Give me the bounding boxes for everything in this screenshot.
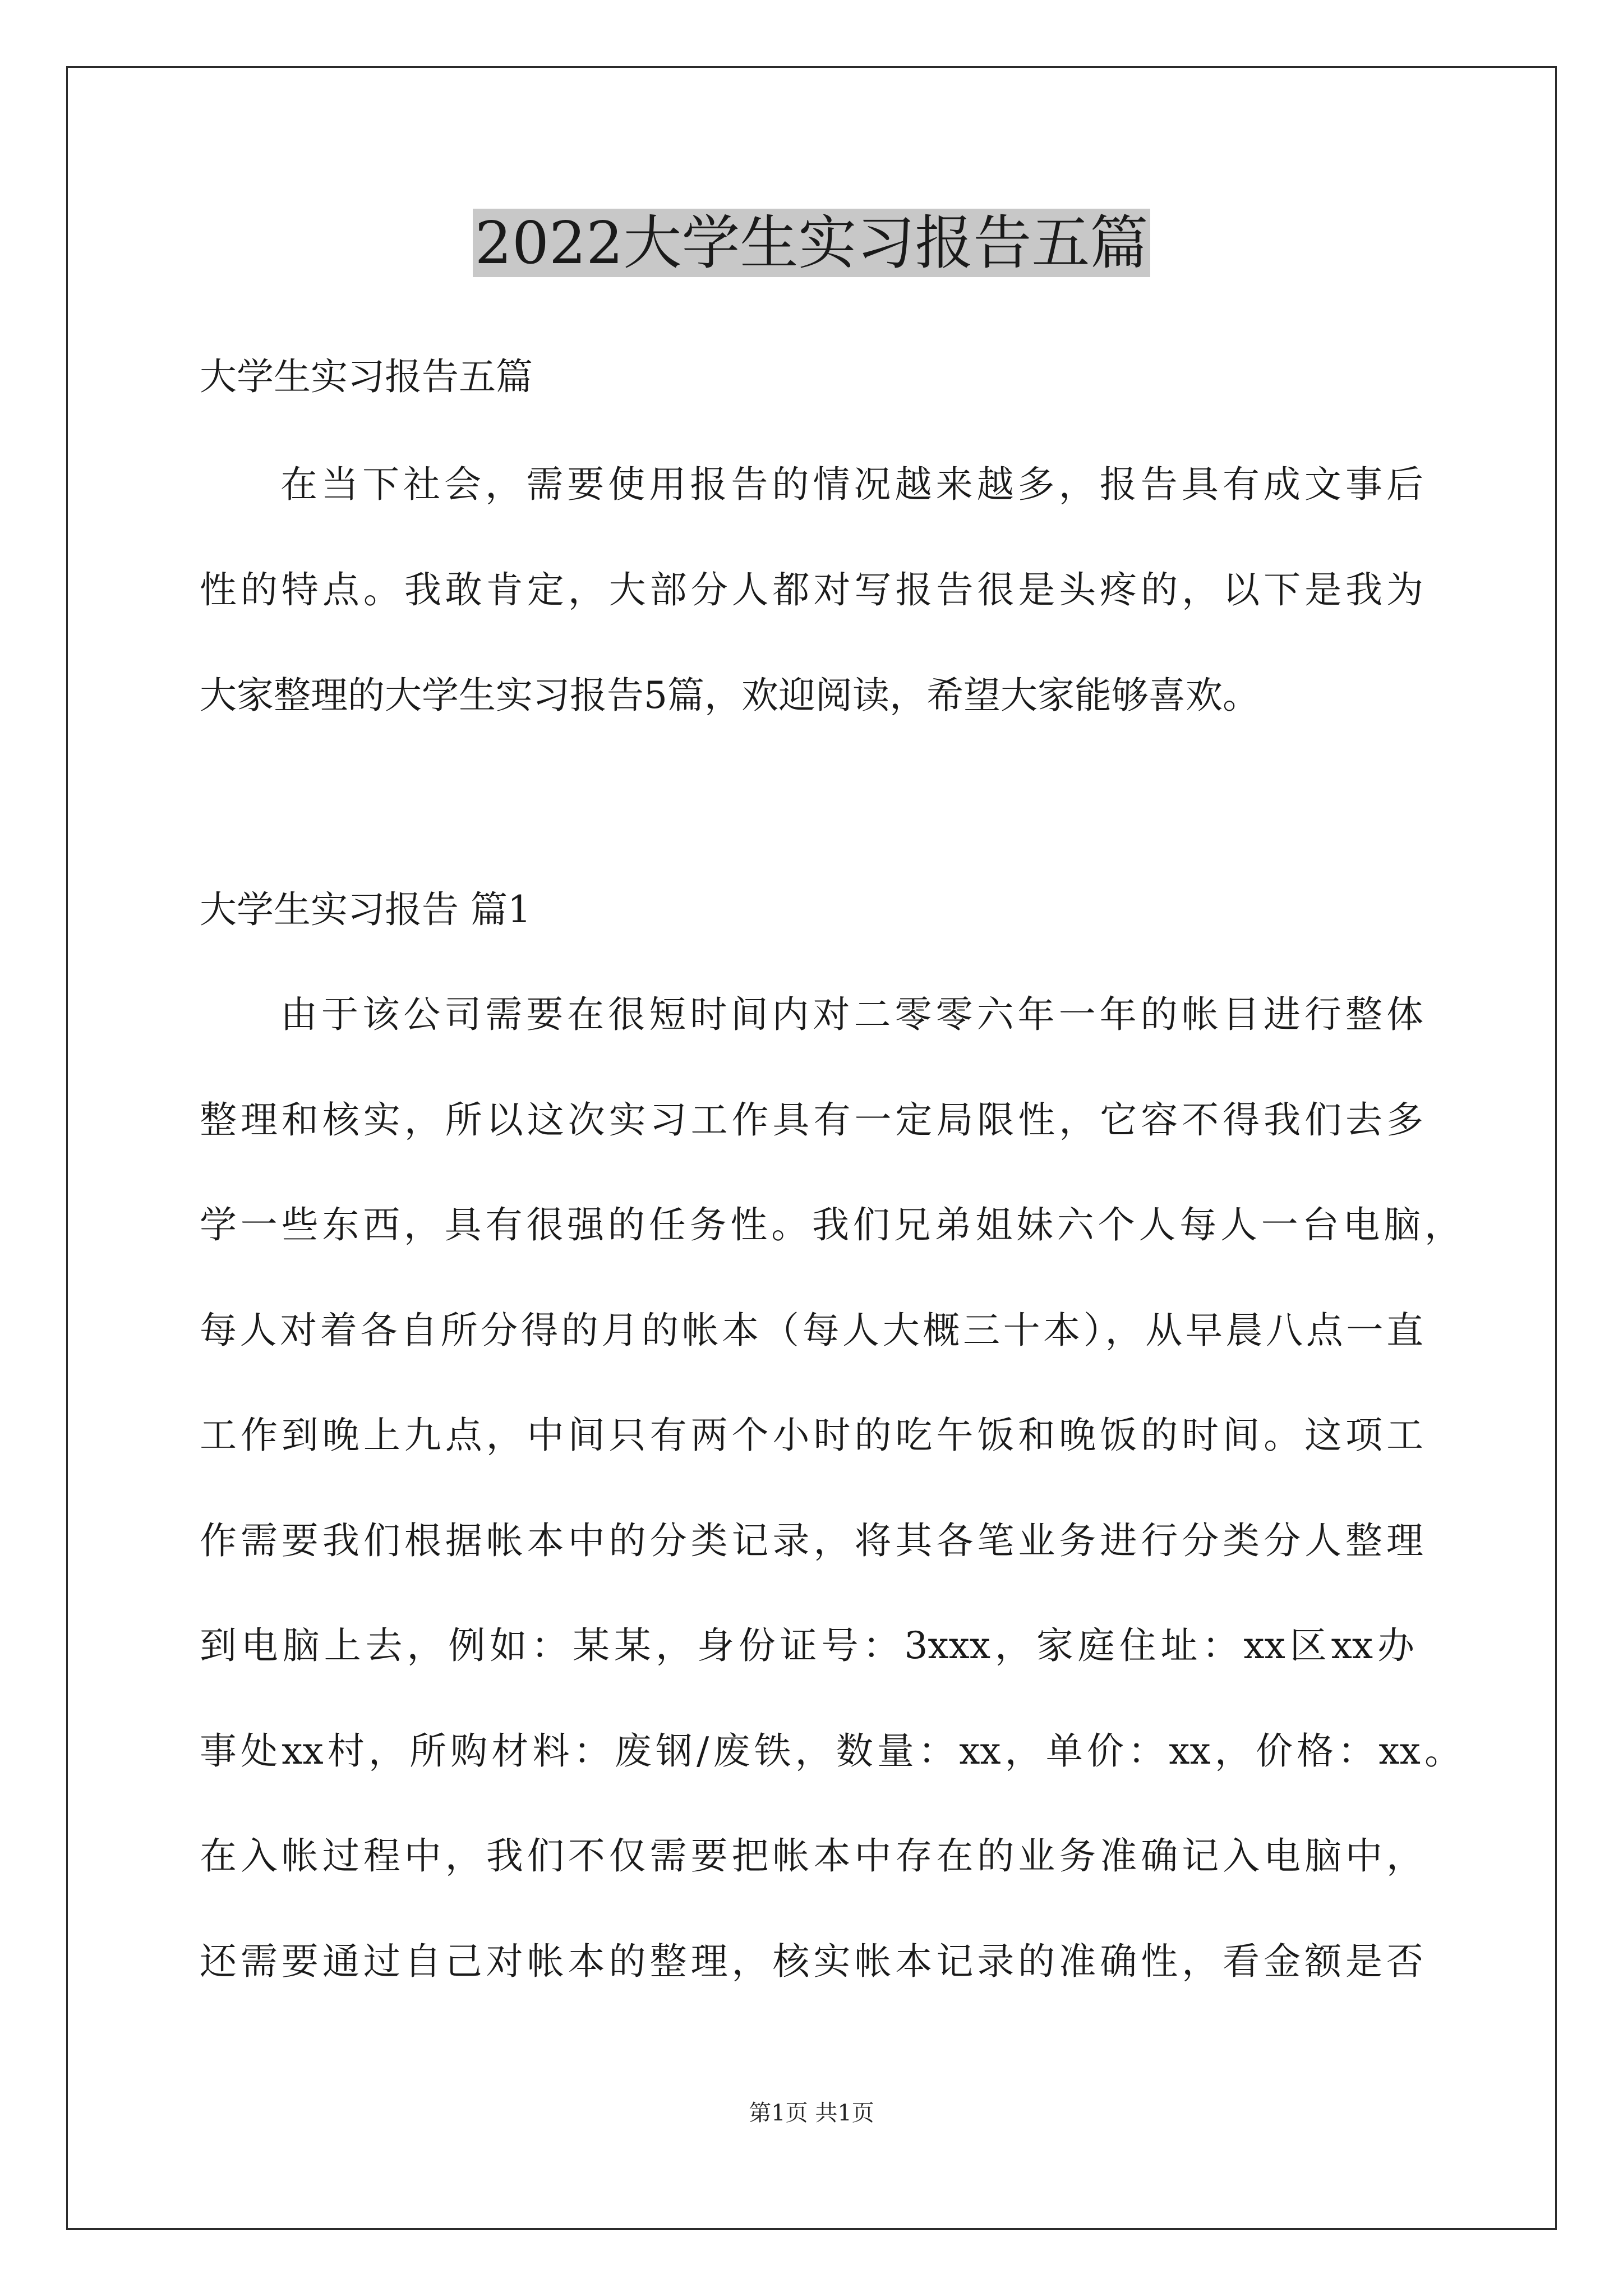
intro-line: 在当下社会，需要使用报告的情况越来越多，报告具有成文事后 — [280, 463, 1423, 506]
body-line: 到电脑上去，例如：某某，身份证号：3xxx，家庭住址：xx区xx办 — [200, 1624, 1414, 1667]
intro-line: 大家整理的大学生实习报告5篇，欢迎阅读，希望大家能够喜欢。 — [200, 674, 1260, 717]
subtitle: 大学生实习报告五篇 — [200, 355, 533, 398]
section-heading: 大学生实习报告 篇1 — [200, 888, 531, 931]
body-line: 每人对着各自所分得的月的帐本（每人大概三十本），从早晨八点一直 — [200, 1309, 1423, 1352]
intro-line: 性的特点。我敢肯定，大部分人都对写报告很是头疼的，以下是我为 — [200, 568, 1423, 611]
page-footer: 第1页 共1页 — [749, 2100, 874, 2126]
body-line: 事处xx村，所购材料：废钢/废铁，数量：xx，单价：xx，价格：xx。 — [200, 1729, 1461, 1773]
body-line: 学一些东西，具有很强的任务性。我们兄弟姐妹六个人每人一台电脑， — [200, 1203, 1461, 1246]
body-line: 还需要通过自己对帐本的整理，核实帐本记录的准确性，看金额是否 — [200, 1940, 1423, 1983]
document-title: 2022大学生实习报告五篇 — [0, 206, 1623, 279]
body-line: 工作到晚上九点，中间只有两个小时的吃午饭和晚饭的时间。这项工 — [200, 1414, 1423, 1457]
body-line: 整理和核实，所以这次实习工作具有一定局限性，它容不得我们去多 — [200, 1098, 1423, 1142]
body-line: 作需要我们根据帐本中的分类记录，将其各笔业务进行分类分人整理 — [200, 1519, 1423, 1562]
body-line: 由于该公司需要在很短时间内对二零零六年一年的帐目进行整体 — [280, 993, 1423, 1036]
body-line: 在入帐过程中，我们不仅需要把帐本中存在的业务准确记入电脑中， — [200, 1834, 1423, 1878]
